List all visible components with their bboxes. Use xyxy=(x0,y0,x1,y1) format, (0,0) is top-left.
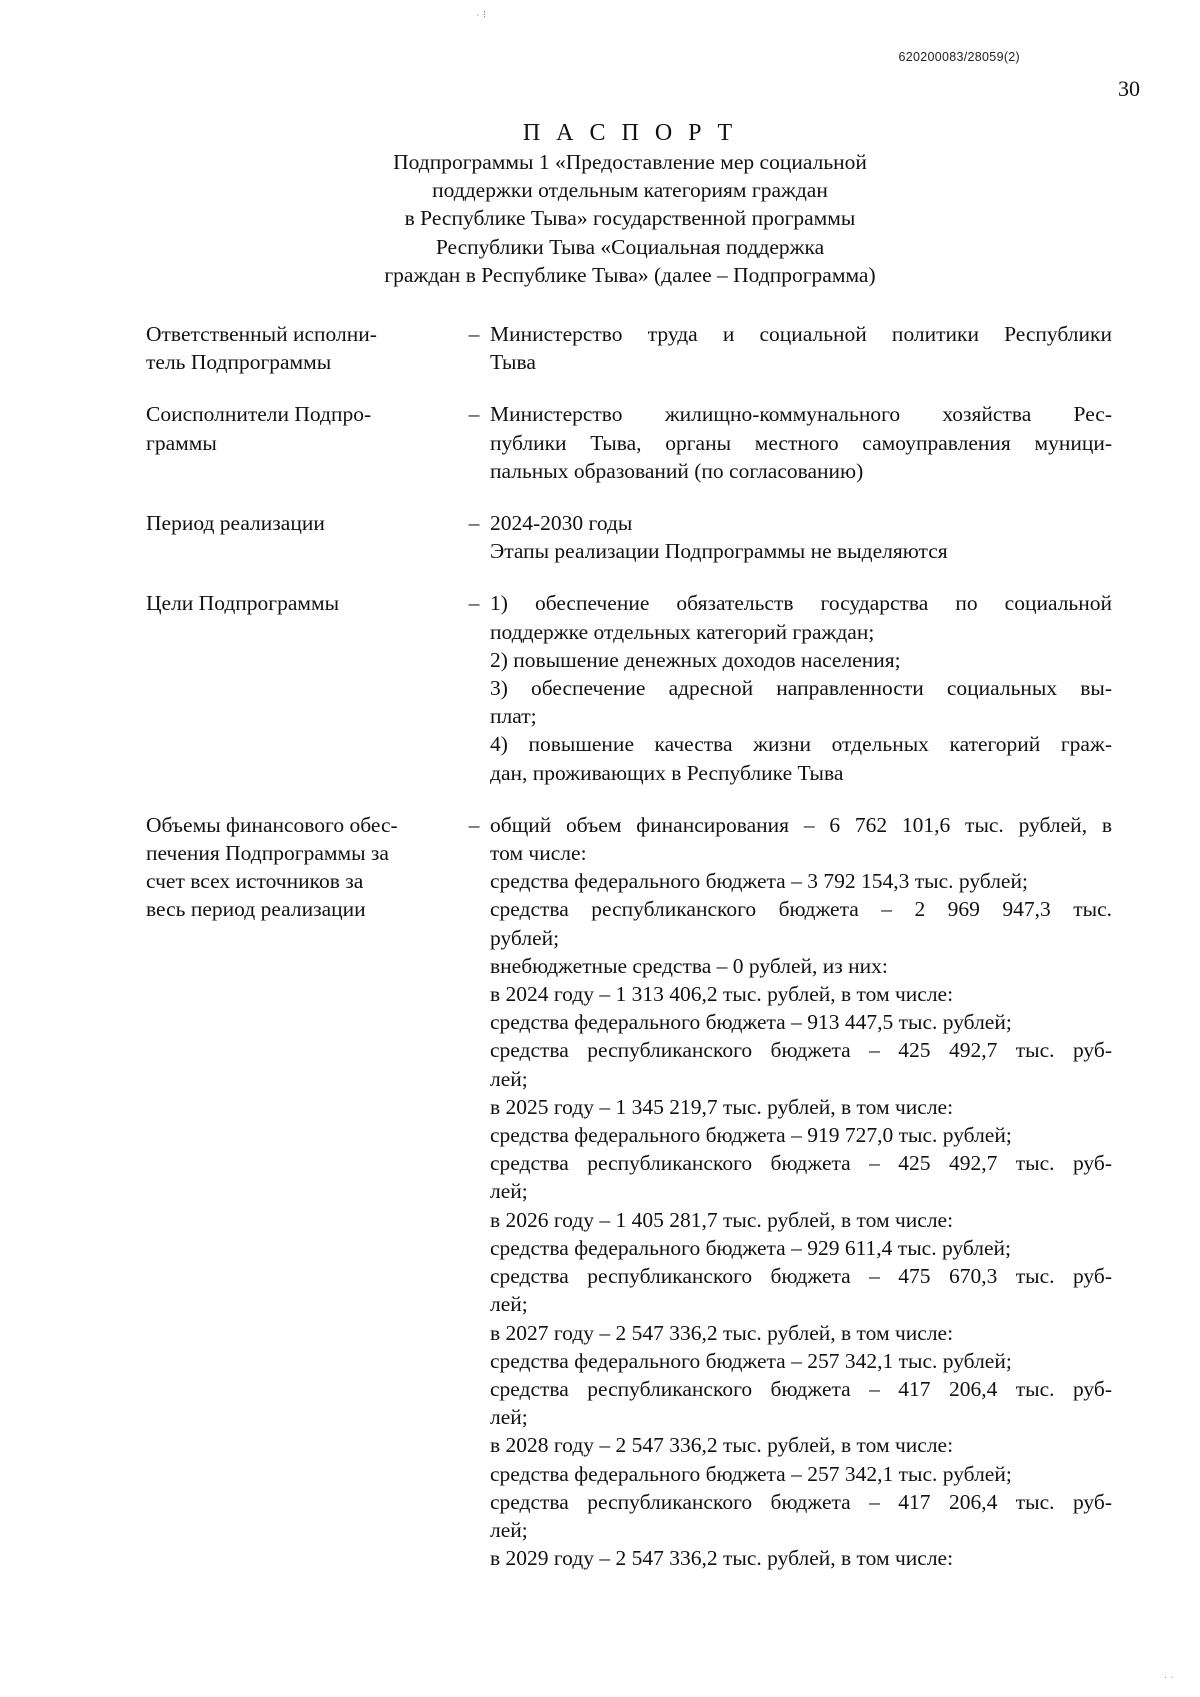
row-value-line: лей; xyxy=(490,1066,528,1091)
row-value-line: средства республиканского бюджета – 475 670,3 тыс. руб- xyxy=(490,1264,1112,1289)
row-value xyxy=(490,811,1112,1572)
row-dash: – xyxy=(468,402,480,427)
row-value xyxy=(490,400,1112,485)
row-value-line: средства федерального бюджета – 257 342,1 тыс. рублей; xyxy=(490,1348,1012,1373)
subtitle-line: граждан в Республике Тыва» (далее – Подпрограмма) xyxy=(384,262,876,287)
row-value-line: в 2027 году – 2 547 336,2 тыс. рублей, в том числе: xyxy=(490,1320,954,1345)
row-value-line: средства республиканского бюджета – 417 206,4 тыс. руб- xyxy=(490,1489,1112,1514)
row-label xyxy=(146,400,460,485)
passport-table xyxy=(146,320,1112,1572)
row-value-line: в 2024 году – 1 313 406,2 тыс. рублей, в том числе: xyxy=(490,982,954,1007)
passport-heading: П А С П О Р Т xyxy=(522,120,738,146)
row-label-line: Период реализации xyxy=(146,511,325,536)
row-label xyxy=(146,589,460,786)
row-label-line: Ответственный исполни- xyxy=(146,322,377,346)
row-value-line: общий объем финансирования – 6 762 101,6 тыс. рублей, в xyxy=(490,812,1112,837)
row-value-line: 4) повышение качества жизни отдельных категорий граж- xyxy=(490,732,1112,757)
row-value-line: Министерство жилищно-коммунального хозяйства Рес- xyxy=(490,402,1112,427)
subtitle-line: Подпрограммы 1 «Предоставление мер социальной xyxy=(393,150,867,174)
row-value-line: средства республиканского бюджета – 425 492,7 тыс. руб- xyxy=(490,1038,1112,1063)
row-value-line: плат; xyxy=(490,704,537,729)
row-value xyxy=(490,589,1112,786)
row-value-line: средства федерального бюджета – 919 727,0 тыс. рублей; xyxy=(490,1123,1012,1148)
row-value-line: Тыва xyxy=(490,350,536,375)
row-label-line: Цели Подпрограммы xyxy=(146,591,340,616)
subtitle-line: поддержки отдельным категориям граждан xyxy=(432,178,828,203)
row-value-line: лей; xyxy=(490,1292,528,1317)
row-label-line: Объемы финансового обес- xyxy=(146,812,398,837)
passport-row xyxy=(146,589,1112,786)
row-dash: – xyxy=(468,591,480,616)
row-value-line: в 2028 году – 2 547 336,2 тыс. рублей, в том числе: xyxy=(490,1433,954,1458)
row-label xyxy=(146,509,460,565)
row-value-line: публики Тыва, органы местного самоуправления муници- xyxy=(490,430,1112,455)
passport-row xyxy=(146,400,1112,485)
page-number: 30 xyxy=(1118,76,1140,101)
row-value-line: средства федерального бюджета – 929 611,4 тыс. рублей; xyxy=(490,1235,1012,1260)
row-value-line: в 2025 году – 1 345 219,7 тыс. рублей, в том числе: xyxy=(490,1094,954,1119)
row-value-line: лей; xyxy=(490,1517,528,1542)
row-value-line: средства федерального бюджета – 3 792 154,3 тыс. рублей; xyxy=(490,869,1028,894)
row-label-line: тель Подпрограммы xyxy=(146,350,332,375)
row-value-line: средства республиканского бюджета – 417 206,4 тыс. руб- xyxy=(490,1376,1112,1401)
row-value-line: в 2029 году – 2 547 336,2 тыс. рублей, в том числе: xyxy=(490,1546,954,1571)
row-value-line: средства республиканского бюджета – 2 969 947,3 тыс. xyxy=(490,897,1112,922)
passport-row xyxy=(146,811,1112,1572)
scan-artifact: · ⁝ xyxy=(476,9,487,21)
passport-title-block xyxy=(0,118,1200,289)
row-label-line: граммы xyxy=(146,430,217,455)
passport-subtitle xyxy=(0,148,1200,289)
row-value-line: внебюджетные средства – 0 рублей, из них: xyxy=(490,953,888,978)
row-value-line: средства федерального бюджета – 913 447,5 тыс. рублей; xyxy=(490,1010,1012,1035)
row-value-line: пальных образований (по согласованию) xyxy=(490,458,864,483)
row-label-line: Соисполнители Подпро- xyxy=(146,402,372,427)
row-dash: – xyxy=(468,511,480,536)
row-value-line: дан, проживающих в Республике Тыва xyxy=(490,760,844,785)
row-value-line: средства республиканского бюджета – 425 492,7 тыс. руб- xyxy=(490,1151,1112,1176)
row-label-line: счет всех источников за xyxy=(146,869,364,894)
row-value-line: рублей; xyxy=(490,925,560,950)
row-value-line: лей; xyxy=(490,1405,528,1430)
row-value xyxy=(490,320,1112,376)
row-dash: – xyxy=(468,812,480,837)
row-dash: – xyxy=(468,322,480,346)
row-value xyxy=(490,509,1112,565)
row-value-line: Этапы реализации Подпрограммы не выделяются xyxy=(490,539,948,564)
row-value-line: лей; xyxy=(490,1179,528,1204)
row-value-line: 2024-2030 годы xyxy=(490,511,633,536)
passport-row xyxy=(146,320,1112,376)
row-value-line: 3) обеспечение адресной направленности социальных вы- xyxy=(490,676,1112,701)
scan-artifact: · · xyxy=(1164,1672,1174,1683)
row-value-line: Министерство труда и социальной политики Республики xyxy=(490,322,1112,346)
row-value-line: том числе: xyxy=(490,841,587,866)
row-value-line: 2) повышение денежных доходов населения; xyxy=(490,647,901,672)
row-label xyxy=(146,320,460,376)
passport-row xyxy=(146,509,1112,565)
row-value-line: в 2026 году – 1 405 281,7 тыс. рублей, в том числе: xyxy=(490,1207,954,1232)
document-registration-number: 620200083/28059(2) xyxy=(898,50,1020,64)
row-label-line: весь период реализации xyxy=(146,897,366,922)
subtitle-line: в Республике Тыва» государственной программы xyxy=(404,206,856,231)
row-value-line: средства федерального бюджета – 257 342,1 тыс. рублей; xyxy=(490,1461,1012,1486)
row-label xyxy=(146,811,460,1572)
row-label-line: печения Подпрограммы за xyxy=(146,841,389,866)
row-value-line: поддержке отдельных категорий граждан; xyxy=(490,619,875,644)
row-value-line: 1) обеспечение обязательств государства по социальной xyxy=(490,591,1112,616)
subtitle-line: Республики Тыва «Социальная поддержка xyxy=(435,234,825,259)
